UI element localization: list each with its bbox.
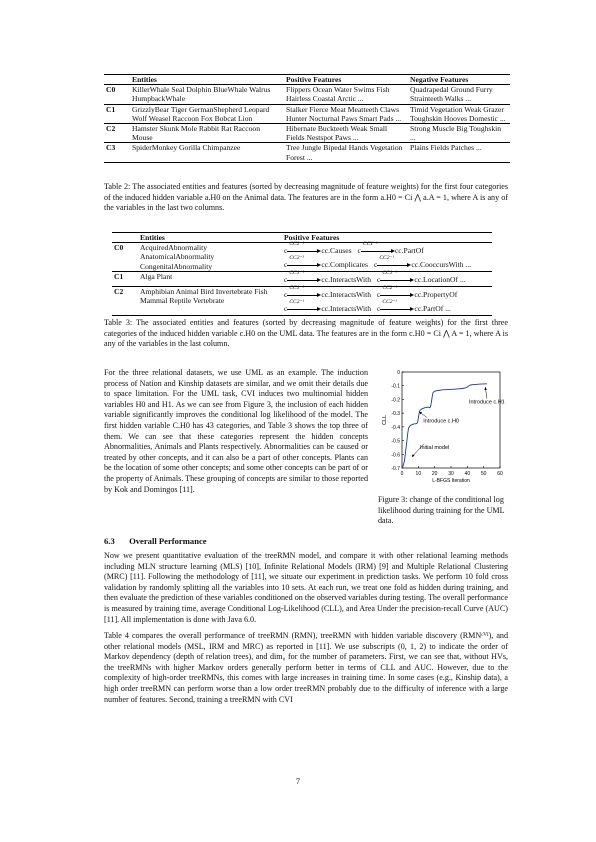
y-tick-label: -0.1 bbox=[391, 383, 400, 390]
arrow-head bbox=[317, 263, 321, 267]
table-2-caption: Table 2: The associated entities and features (sorted by decreasing magnitude of feature weights) for the first four categories of the induced hidden variable a.H0 on the Animal data. The features are in the form a.H0 = Ci ⋀ a.A = 1, where A is any of the variables in the last two columns. bbox=[104, 182, 508, 213]
overall-performance-paragraph: Now we present quantitative evaluation of the treeRMN model, and compare it with other relational learning methods including MLN structure learning (MLS) [10], Infinite Relational Models (IRM) [9] and Multiple Relational Clustering (MRC) [11]. Following the methodology of [11], we situate our experiment in prediction tasks. We perform 10 fold cross validation by randomly splitting all the variables into 10 sets. At each run, we treat one fold as hidden during training, and then evaluate the prediction of these variables conditioned on the observed variables during testing. The overall performance is measured by training time, average Conditional Log-Likelihood (CLL), and Area Under the precision-recall Curve (AUC) [11]. All implementation is done with Java 6.0. bbox=[104, 551, 508, 624]
negative-features-cell: Plains Fields Patches ... bbox=[410, 143, 482, 153]
relation-label: CC1⁻¹ bbox=[289, 285, 305, 292]
arrow-head bbox=[410, 293, 414, 297]
x-tick-label: 20 bbox=[431, 471, 438, 477]
relation-arrow bbox=[380, 285, 414, 298]
relation-label: CC1⁻¹ bbox=[382, 270, 398, 277]
x-tick-label: 30 bbox=[448, 471, 454, 477]
row-label: C0 bbox=[114, 243, 124, 253]
feature-target: cc.Causes bbox=[321, 246, 352, 256]
feature-source: c bbox=[377, 275, 381, 285]
table-3-blank-header bbox=[112, 233, 138, 243]
entities-cell: GrizzlyBear Tiger GermanShepherd Leopard Wolf Weasel Raccoon Fox Bobcat Lion bbox=[132, 104, 270, 123]
table-2-header-entities: Entities bbox=[132, 75, 157, 84]
relation-label: CC1⁻¹ bbox=[362, 241, 378, 248]
x-tick-label: 10 bbox=[415, 471, 422, 477]
arrow-line bbox=[361, 251, 392, 252]
arrow-line bbox=[380, 280, 411, 281]
table-row bbox=[112, 243, 492, 272]
relation-arrow bbox=[287, 285, 321, 298]
negative-features-cell: Strong Muscle Big Toughskin ... bbox=[410, 124, 502, 143]
arrow-line bbox=[287, 280, 318, 281]
table-row bbox=[104, 85, 510, 104]
entities-cell: Hamster Skunk Mole Rabbit Rat Raccoon Mouse bbox=[132, 124, 261, 143]
relation-arrow bbox=[377, 255, 411, 268]
section-heading bbox=[104, 536, 207, 546]
arrow-head bbox=[317, 278, 321, 282]
arrow-line bbox=[380, 309, 411, 310]
annotation-label: Initial model bbox=[419, 444, 450, 451]
y-tick-label: -0.2 bbox=[391, 397, 400, 404]
feature-source: c bbox=[357, 246, 361, 256]
relation-arrow bbox=[380, 299, 414, 312]
arrow-head bbox=[317, 307, 321, 311]
feature-source: c bbox=[284, 275, 288, 285]
entities-cell: AcquiredAbnormality AnatomicalAbnormality CongenitalAbnormality bbox=[140, 243, 215, 271]
table-3-caption: Table 3: The associated entities and features (sorted by decreasing magnitude of feature weights) for the first three categories of the induced hidden variable c.H0 on the UML data. The features are in the form c.H0 = Ci ⋀ A = 1, where A is any of the variables in the last column. bbox=[104, 318, 508, 349]
relation-label: CC2⁻¹ bbox=[379, 255, 394, 262]
relation-arrow bbox=[287, 241, 321, 254]
y-tick-label: -0.5 bbox=[391, 438, 400, 445]
table-row bbox=[104, 124, 510, 143]
arrow-head bbox=[391, 249, 395, 253]
arrow-head bbox=[317, 249, 321, 253]
feature-target: cc.InteractsWith bbox=[321, 275, 372, 285]
arrow-line bbox=[287, 295, 318, 296]
relation-arrow bbox=[287, 299, 321, 312]
row-label: C3 bbox=[106, 143, 116, 153]
row-label: C2 bbox=[114, 287, 124, 297]
feature-source: c bbox=[377, 290, 381, 300]
cll-series-line bbox=[403, 384, 487, 467]
row-label: C0 bbox=[106, 85, 116, 95]
x-axis-label: L-BFGS Iteration bbox=[432, 478, 470, 484]
feature-source: c bbox=[284, 246, 288, 256]
feature-source: c bbox=[284, 260, 288, 270]
annotation-arrowhead bbox=[419, 412, 422, 415]
negative-features-cell: Timid Vegetation Weak Grazer Toughskin Hooves Domestic ... bbox=[410, 104, 506, 123]
feature-target: cc.InteractsWith bbox=[321, 304, 372, 314]
arrow-line bbox=[287, 251, 318, 252]
table-2-blank-header bbox=[104, 75, 130, 85]
relation-label: CC2⁻¹ bbox=[289, 241, 305, 248]
relation-arrow bbox=[287, 270, 321, 283]
y-tick-label: -0.7 bbox=[391, 466, 400, 472]
table-3-header-entities: Entities bbox=[140, 233, 165, 242]
y-tick-label: -0.3 bbox=[391, 411, 400, 418]
row-label: C1 bbox=[114, 272, 124, 282]
table-2-header-positive: Positive Features bbox=[286, 75, 342, 84]
row-label: C1 bbox=[106, 104, 116, 114]
arrow-head bbox=[410, 278, 414, 282]
relation-label: CC2⁻¹ bbox=[382, 299, 398, 306]
negative-features-cell: Quadrapedal Ground Furry Strainteeth Walks ... bbox=[410, 85, 493, 104]
positive-features-cell bbox=[282, 287, 492, 316]
table-row bbox=[112, 287, 492, 316]
positive-features-cell: Stalker Fierce Meat Meatteeth Claws Hunter Nocturnal Paws Smart Pads ... bbox=[286, 104, 402, 123]
positive-features-cell: Flippers Ocean Water Swims Fish Hairless Coastal Arctic ... bbox=[286, 85, 390, 104]
y-tick-label: -0.4 bbox=[391, 424, 400, 431]
table-2-header-negative: Negative Features bbox=[410, 75, 469, 84]
arrow-line bbox=[287, 265, 318, 266]
feature-source: c bbox=[284, 290, 288, 300]
feature-source: c bbox=[284, 304, 288, 314]
arrow-line bbox=[287, 309, 318, 310]
row-label: C2 bbox=[106, 124, 116, 134]
feature-target: cc.LocationOf ... bbox=[414, 275, 466, 285]
annotation-arrowhead bbox=[484, 387, 487, 390]
x-tick-label: 50 bbox=[480, 471, 487, 477]
feature-target: cc.PartOf bbox=[394, 246, 424, 256]
page-number: 7 bbox=[295, 776, 301, 786]
entities-cell: Amphibian Animal Bird Invertebrate Fish Mammal Reptile Vertebrate bbox=[140, 287, 268, 306]
table-3-header-positive: Positive Features bbox=[284, 233, 340, 242]
section-number: 6.3 bbox=[104, 536, 115, 546]
relation-arrow bbox=[361, 241, 395, 254]
positive-features-cell: Tree Jungle Bipedal Hands Vegetation Forest ... bbox=[286, 143, 403, 162]
annotation-label: Introduce c.H0 bbox=[423, 418, 460, 425]
positive-features-cell bbox=[282, 243, 492, 272]
table-2 bbox=[104, 74, 510, 163]
feature-target: cc.InteractsWith bbox=[321, 290, 372, 300]
table-4-discussion-paragraph: Table 4 compares the overall performance of treeRMN (RMN), treeRMN with hidden variable discovery (RMNᶜⱽᴵ), and other relational models (MSL, IRM and MRC) as reported in [11]. We use subscripts (0, 1, 2) to indicate the order of Markov dependency (depth of relation trees), and dim₀ for the number of parameters. First, we can see that, without HVs, the treeRMNs with higher Markov orders generally perform better in terms of CLL and AUC. However, due to the complexity of high-order treeRMNs, this comes with large increases in training time. In some cases (e.g., Kinship data), a high order treeRMN can perform worse than a low order treeRMN probably due to the difficulty of inference with a large number of features. Second, training a treeRMN with CVI bbox=[104, 631, 508, 704]
figure-3-chart bbox=[376, 366, 508, 494]
section-title: Overall Performance bbox=[129, 536, 207, 546]
annotation-label: Introduce c.H1 bbox=[468, 399, 505, 406]
y-tick-label: 0 bbox=[397, 370, 400, 376]
feature-source: c bbox=[377, 304, 381, 314]
y-axis-label: CLL bbox=[382, 414, 388, 426]
table-row bbox=[104, 104, 510, 123]
figure-3-caption: Figure 3: change of the conditional log likelihood during training for the UML data. bbox=[378, 495, 505, 526]
feature-target: cc.PropertyOf bbox=[414, 290, 458, 300]
entities-cell: SpiderMonkey Gorilla Chimpanzee bbox=[132, 143, 241, 153]
arrow-head bbox=[410, 307, 414, 311]
x-tick-label: 40 bbox=[464, 471, 471, 477]
entities-cell: Alga Plant bbox=[140, 272, 173, 282]
arrow-head bbox=[317, 293, 321, 297]
feature-line bbox=[284, 301, 490, 315]
entities-cell: KillerWhale Seal Dolphin BlueWhale Walrus HumpbackWhale bbox=[132, 85, 271, 104]
feature-source: c bbox=[373, 260, 378, 270]
arrow-line bbox=[377, 265, 408, 266]
x-tick-label: 0 bbox=[400, 471, 404, 477]
arrow-line bbox=[380, 295, 411, 296]
relation-arrow bbox=[287, 255, 321, 268]
relation-label: CC2⁻¹ bbox=[382, 285, 398, 292]
relation-label: CC1⁻¹ bbox=[289, 270, 305, 277]
arrow-head bbox=[407, 263, 411, 267]
x-tick-label: 60 bbox=[497, 471, 503, 477]
table-row bbox=[104, 143, 510, 162]
relation-label: CC2⁻¹ bbox=[289, 299, 305, 306]
relation-arrow bbox=[380, 270, 414, 283]
table-3 bbox=[112, 232, 492, 316]
positive-features-cell: Hibernate Buckteeth Weak Small Fields Nestspot Paws ... bbox=[286, 124, 388, 143]
feature-target: cc.Complicates bbox=[321, 260, 368, 270]
feature-target: cc.PartOf ... bbox=[414, 304, 451, 314]
relation-label: CC2⁻¹ bbox=[289, 255, 305, 262]
y-tick-label: -0.6 bbox=[391, 452, 400, 459]
feature-target: cc.CooccursWith ... bbox=[411, 260, 472, 270]
uml-paragraph: For the three relational datasets, we use UML as an example. The induction process of Nation and Kinship datasets are similar, and we omit their details due to space limitation. For the UML task, CVI induces two multinomial hidden variables H0 and H1. As we can see from Figure 3, the inclusion of each hidden variable significantly improves the conditional log likelihood of the model. The first hidden variable C.H0 has 43 categories, and Table 3 shows the top three of them. We can see that these categories represent the hidden concepts Abnormalities, Animals and Plants respectively. Abnormalities can be caused or treated by other concepts, and it can also be a part of other concepts. Plants can be the location of some other concepts; and some other concepts can be part of or the property of Animals. These grouping of concepts are similar to those reported by Kok and Domingos [11]. bbox=[104, 368, 368, 494]
